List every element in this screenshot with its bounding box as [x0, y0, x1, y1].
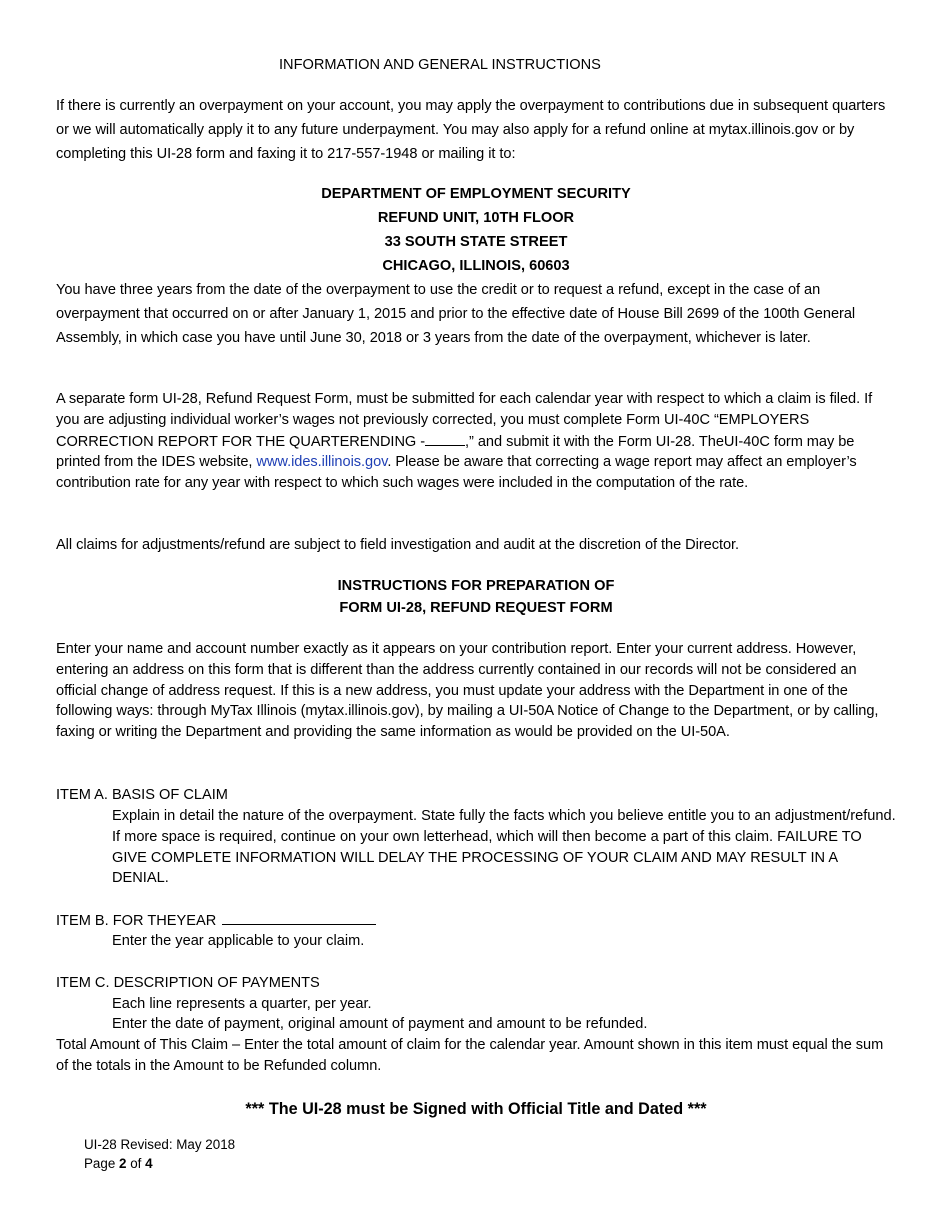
audit-paragraph: All claims for adjustments/refund are subject to field investigation and audit at the discretion of the Director.	[56, 537, 740, 553]
intro-paragraph: If there is currently an overpayment on your account, you may apply the overpayment to contributions due in subsequent quarters or we will automatically apply it to any future underpayment. You may also apply for a refund online at mytax.illinois.gov or by completing this UI-28 form and faxing it to 217-557-1948 or mailing it to:	[56, 98, 886, 162]
separate-form-text-2: ,” and submit it with the Form UI-28. TheUI-40C form may be printed from the IDES website,	[56, 433, 855, 471]
year-blank	[222, 910, 376, 925]
name-address-paragraph: Enter your name and account number exactly as it appears on your contribution report. Enter your current address. However, entering an address on this form that is different than the address currently contained in our records will not be considered an official change of address request. If this is a new address, you must update your address with the Department in one of the following ways: through MyTax Illinois (mytax.illinois.gov), by mailing a UI-50A Notice of Change to the Department, or by calling, faxing or writing the Department and providing the same information as would be provided on the UI-50A.	[56, 641, 879, 741]
address-line-4: CHICAGO, ILLINOIS, 60603	[382, 258, 570, 274]
item-c-heading: ITEM C. DESCRIPTION OF PAYMENTS	[56, 975, 320, 991]
separate-form-paragraph	[56, 389, 896, 494]
page-current: 2	[119, 1156, 127, 1171]
time-limit-paragraph: You have three years from the date of the overpayment to use the credit or to request a refund, except in the case of an overpayment that occurred on or after January 1, 2015 and prior to the effective date of House Bill 2699 of the 100th General Assembly, in which case you have until June 30, 2018 or 3 years from the date of the overpayment, whichever is later.	[56, 282, 856, 346]
separate-form-text-3: . Please be aware that correcting a wage report may affect an employer’s contribution rate for any year with respect to which such wages were included in the computation of the rate.	[56, 454, 857, 492]
item-b-heading-label: ITEM B. FOR THEYEAR	[56, 913, 217, 929]
address-line-3: 33 SOUTH STATE STREET	[384, 234, 568, 250]
quarter-ending-blank	[425, 431, 465, 446]
item-a-heading: ITEM A. BASIS OF CLAIM	[56, 787, 228, 803]
page-number	[84, 1154, 153, 1173]
preparation-heading-line-1: INSTRUCTIONS FOR PREPARATION OF	[337, 578, 615, 594]
preparation-heading	[56, 576, 896, 619]
page-title: INFORMATION AND GENERAL INSTRUCTIONS	[279, 57, 601, 73]
address-line-1: DEPARTMENT OF EMPLOYMENT SECURITY	[321, 186, 631, 202]
separate-form-text-1: A separate form UI-28, Refund Request Form, must be submitted for each calendar year with respect to which a claim is filed. If you are adjusting individual worker’s wages not previously corrected, you must complete Form UI-40C “EMPLOYERS CORRECTION REPORT FOR THE QUARTERENDING -	[56, 391, 873, 450]
item-c-line-2: Enter the date of payment, original amount of payment and amount to be refunded.	[112, 1016, 648, 1032]
item-b-heading	[56, 910, 376, 932]
revision-note: UI-28 Revised: May 2018	[84, 1137, 236, 1152]
of-word: of	[130, 1156, 142, 1171]
page-total: 4	[145, 1156, 153, 1171]
address-line-2: REFUND UNIT, 10TH FLOOR	[377, 210, 575, 226]
mailing-address	[56, 182, 896, 278]
item-a-text: Explain in detail the nature of the overpayment. State fully the facts which you believe entitle you to an adjustment/refund. If more space is required, continue on your own letterhead, which will then become a part of this claim. FAILURE TO GIVE COMPLETE INFORMATION WILL DELAY THE PROCESSING OF YOUR CLAIM AND MAY RESULT IN A DENIAL.	[112, 808, 896, 887]
total-claim-paragraph: Total Amount of This Claim – Enter the total amount of claim for the calendar year. Amount shown in this item must equal the sum of the totals in the Amount to be Refunded column.	[56, 1037, 884, 1074]
page-word: Page	[84, 1156, 116, 1171]
item-b-text: Enter the year applicable to your claim.	[112, 933, 365, 949]
item-c-line-1: Each line represents a quarter, per year.	[112, 996, 372, 1012]
signature-note: *** The UI-28 must be Signed with Official Title and Dated ***	[245, 1100, 707, 1118]
preparation-heading-line-2: FORM UI-28, REFUND REQUEST FORM	[339, 599, 613, 616]
ides-website-link[interactable]: www.ides.illinois.gov	[256, 454, 388, 471]
